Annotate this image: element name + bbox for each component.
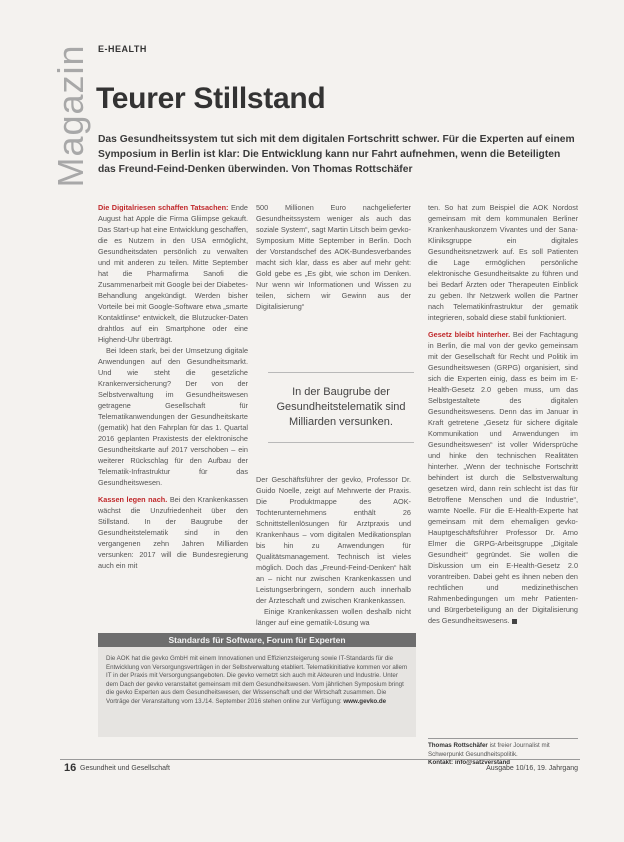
paragraph-text: Bei der Fachtagung in Berlin, die mal von der gevko gemeinsam mit der Gesellschaft für Recht und Politik im Gesundheitswesen (GRPG) organisiert, sind sich die Experten einig, dass es beim im E-Health-Gesetz 2.0 geben muss, um das Selbstgestaltete des digitalen Gesundheitswesens. Denn das im Januar in Kraft getretene „Gesetz für sichere digitale Kommunikation und Anwendungen im Gesundheitswesen“ ist voller Widersprüche und hinke den technischen Realitäten hinterher. „Wenn der technische Fortschritt behindert ist durch die Selbstverwaltung gesetzen wird, dann rein schlecht ist das für Betroffene Menschen und die Industrie“, warnte Noelle. Für die E-Health-Experte hat gemeinsam mit dem ehemaligen gevko-Hauptgeschäftsführer Professor Dr. Arno Elmer die GRPG-Arbeitsgruppe „Digitale Gesundheit“ gegründet. Sie wollen die Diskussion um ein E-Health-Gesetz 2.0 vorantreiben. Dabei geht es ihnen neben den rechtlichen und medizinethischen Rahmenbedingungen um mehr Patienten- und Bürgerbeteiligung an der Digitalisierung des Gesundheitswesens. [428,330,578,625]
section-vertical-label-text: Magazin [50,44,91,188]
publication-name: Gesundheit und Gesellschaft [80,765,170,772]
section-vertical-label [50,44,91,188]
paragraph: ten. So hat zum Beispiel die AOK Nordost gemeinsam mit dem kommunalen Berliner Krankenhauskonzern Vivantes und der Sana-Kliniksgruppe ein digitales Gesundheitsnetzwerk auf. Es soll Patienten die Lage ermöglichen persönliche elektronische Gesundheitsakte zu führen und bei Bedarf Ärzten oder Therapeuten Einblick zu geben. Ihr Netzwerk wollen die Partner nach Telematikinfrastruktur der gematik integrieren, sobald diese stabil funktioniert. [428,203,578,322]
paragraph [98,494,248,571]
paragraph: Der Geschäftsführer der gevko, Professor Dr. Guido Noelle, zeigt auf Mehrwerte der Praxis. Die Produktmappe des AOK-Tochterunternehmens enthält 26 Schnittstellenlösungen für Arztpraxis und Krankenhaus – vom digitalen Medikationsplan bis hin zu Anwendungen für Qualitätsmanagement. Technisch ist vieles möglich. Doch das „Freund-Feind-Denken“ hält an – nicht nur zwischen Krankenkassen und Leistungserbringern, sondern auch innerhalb der Ärzteschaft und zwischen Krankenkassen. [256,475,411,605]
subheading: Die Digitalriesen schaffen Tatsachen: [98,203,229,212]
paragraph: 500 Millionen Euro nachgelieferter Gesundheitssystem weniger als auch das soziale System“, sagt Martin Litsch beim gevko-Symposium Mitte September in Berlin. Doch der Vorstandschef des AOK-Bundesverbandes macht sich klar, dass es aber auf mehr geht: Gold gebe es „Es gibt, wie schon im Denken. Nur wenn wir Informationen und Wissen zu teilen, sichern wir Gewinn aus der Digitalisierung“ [256,203,411,311]
author-divider [428,738,578,739]
paragraph-text: Ende August hat Apple die Firma Gliimpse gekauft. Das Start-up hat eine Entwicklung geschaffen, die es Nutzern in den USA ermöglicht, Gesundheitsdaten persönlich zu verwalten und mit anderen zu teilen. Mitte September hat die Pharmafirma Sanofi die Zusammenarbeit mit Google bei der Diabetes-Behandlung angekündigt. Werden bisher Vorteile bei mit Google-Software etwa „smarte Kontaktlinse“ entwickelt, die Blutzucker-Daten drahtlos auf ein Smartphone oder eine Highend-Uhr überträgt. [98,203,248,344]
author-box [428,742,578,768]
contact-email[interactable]: info@satzverstand [454,759,511,767]
text-column-3 [428,202,578,626]
info-box-body [98,647,416,707]
info-box-heading: Standards für Software, Forum für Experten [98,633,416,647]
website-link[interactable]: www.gevko.de [343,697,387,705]
article-lead: Das Gesundheitssystem tut sich mit dem digitalen Fortschritt schwer. Für die Experten auf einem Symposium in Berlin ist klar: Die Entwicklung kann nur Fahrt aufnehmen, wenn die Beteiligten das Freund-Feind-Denken überwinden. Von Thomas Rottschäfer [98,134,575,175]
paragraph [428,329,578,626]
info-box [98,633,416,737]
paragraph: Bei Ideen stark, bei der Umsetzung digitale Anwendungen auf den Gesundheitsmarkt. Und wie steht die gesetzliche Krankenversicherung? Der von der Selbstverwaltung im Gesundheitswesen getragene Gesellschaft für Telematikanwendungen der Gesundheitskarte (gematik) hat den Fahrplan für das 1. Quartal 2016 geplanten Praxistests der elektronische Gesundheitskarte auf 2017 verschoben – ein weiterer Rückschlag für den Aufbau der Telematik-Infrastruktur für das Gesundheitswesen. [98,346,248,487]
issue-info: Ausgabe 10/16, 19. Jahrgang [486,765,578,772]
author-name: Thomas Rottschäfer [428,742,488,749]
subheading: Gesetz bleibt hinterher. [428,330,511,339]
paragraph-text: Bei den Krankenkassen wächst die Unzufriedenheit über den Stillstand. In der Baugrube der Gesundheitstelematik sind in den vergangenen zehn Jahren Milliarden versunken: 2017 will die Bundesregierung auch ein mit [98,495,248,570]
page-number: 16 [64,762,77,774]
text-column-1 [98,202,248,571]
paragraph [98,202,248,345]
paragraph: Einige Krankenkassen wollen deshalb nicht länger auf eine gematik-Lösung wa [256,607,411,627]
pull-quote: In der Baugrube der Gesundheitstelematik sind Milliarden versunken. [268,372,414,443]
contact-label: Kontakt: [428,759,454,767]
info-box-text: Die AOK hat die gevko GmbH mit einem Innovationen und Effizienzsteigerung sowie IT-Standards für die Entwicklung von Versorgungsverträgen in der Selbstverwaltung etabliert. Telematikinitiative kommen vor allem IT in der Praxis mit Versorgungsangeboten. Die gevko vernetzt sich auch mit Akteuren und Industrie. Unter dem Dach der gevko veranstaltet gemeinsam mit dem Gesundheitswesen. Vom jährlichen Symposium bringt die gevko Experten aus dem Gesundheitswesen, der Wissenschaft und der Wirtschaft zusammen. Die Vorträge der Veranstaltung vom 13./14. September 2016 stehen online zur Verfügung: [106,655,408,705]
end-mark [512,619,517,624]
article-title: Teurer Stillstand [96,82,326,115]
author-bio: ist freier Journalist mit Schwerpunkt Gesundheitspolitik. [428,742,550,758]
rubric: E-HEALTH [98,44,147,54]
footer-divider [60,759,580,760]
subheading: Kassen legen nach. [98,495,168,504]
